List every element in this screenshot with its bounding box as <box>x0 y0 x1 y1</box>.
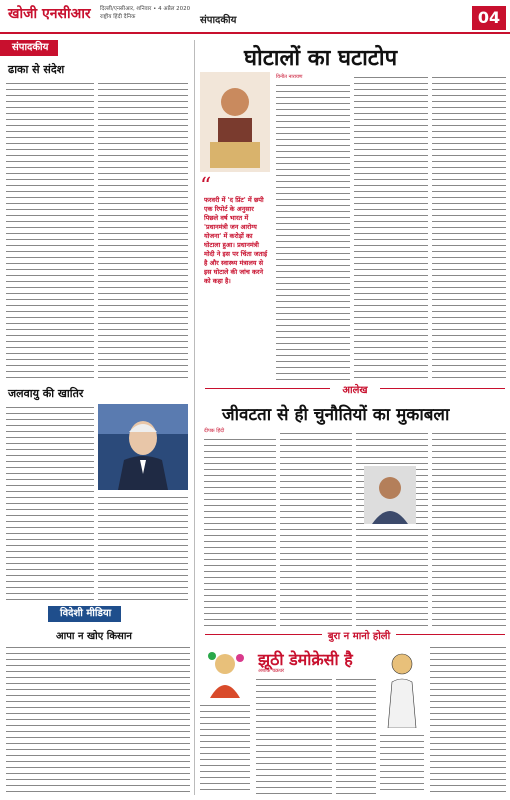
bottom-col4 <box>380 732 424 794</box>
bottom-byline: अशोक चक्रधर <box>258 668 285 674</box>
bottom-cartoon <box>380 648 424 728</box>
foreign-media-tag: विदेशी मीडिया <box>48 606 121 622</box>
biden-photo-svg <box>98 404 188 490</box>
quote-mark-icon: “ <box>200 174 212 199</box>
bottom-col5 <box>430 644 506 794</box>
dateline <box>100 5 190 21</box>
bottom-tag: बुरा न मानो होली <box>322 628 396 642</box>
lead-col2 <box>354 74 428 382</box>
lead-illustration-svg <box>200 72 270 172</box>
bottom-cartoon-svg <box>380 648 424 728</box>
mid-byline: दीपक हिंदी <box>204 428 225 434</box>
lead-col1 <box>276 82 350 382</box>
lead-pull-quote: फरवरी में 'द प्रिंट' में छपी एक रिपोर्ट के अनुसार पिछले वर्ष भारत में 'प्रधानमंत्री जन आरोग्य योजना' में करोड़ों का घोटाला हुआ। प्रधानमंत्री मोदी ने इस पर चिंता जताई है और स्वास्थ्य मंत्रालय से इस घोटाले की जांच करने को कहा है। <box>204 196 268 285</box>
story3-body <box>6 644 190 794</box>
column-divider <box>194 40 195 795</box>
dateline-date: दिल्ली/एनसीआर, शनिवार • 4 अप्रैल 2020 <box>100 6 191 12</box>
mid-col4 <box>432 430 506 628</box>
story2-col2 <box>98 494 188 600</box>
bottom-col3 <box>336 676 376 794</box>
biden-photo <box>98 404 188 490</box>
story2-col1 <box>6 404 94 600</box>
holi-illustration-svg <box>200 646 250 698</box>
editorial-tag: संपादकीय <box>0 40 58 56</box>
story1-headline: ढाका से संदेश <box>8 63 65 76</box>
lead-col3 <box>432 74 506 382</box>
story1-col2 <box>98 80 188 380</box>
lead-headline: घोटालों का घटाटोप <box>244 45 398 71</box>
lead-byline: विनीत नारायण <box>276 74 303 80</box>
mid-col1 <box>204 436 276 628</box>
mid-headline: जीवटता से ही चुनौतियों का मुकाबला <box>222 405 450 425</box>
page-number: 04 <box>472 6 506 30</box>
newspaper-logo: खोजी एनसीआर <box>8 6 91 22</box>
mid-author-photo <box>364 466 416 524</box>
bottom-col1 <box>200 702 250 794</box>
dateline-tagline: राष्ट्रीय हिंदी दैनिक <box>100 14 136 20</box>
story3-headline: आपा न खोए किसान <box>56 631 132 642</box>
mid-col3 <box>356 430 428 628</box>
story2-headline: जलवायु की खातिर <box>8 387 84 400</box>
mid-col2 <box>280 430 352 628</box>
section-title: संपादकीय <box>200 15 237 26</box>
bottom-headline: झूठी डेमोक्रेसी है <box>258 650 353 669</box>
mid-author-photo-svg <box>364 466 416 524</box>
lead-illustration <box>200 72 270 172</box>
holi-illustration <box>200 646 250 698</box>
mid-tag: आलेख <box>330 382 380 396</box>
masthead <box>0 0 510 34</box>
story1-col1 <box>6 80 94 380</box>
bottom-col2 <box>256 676 332 794</box>
